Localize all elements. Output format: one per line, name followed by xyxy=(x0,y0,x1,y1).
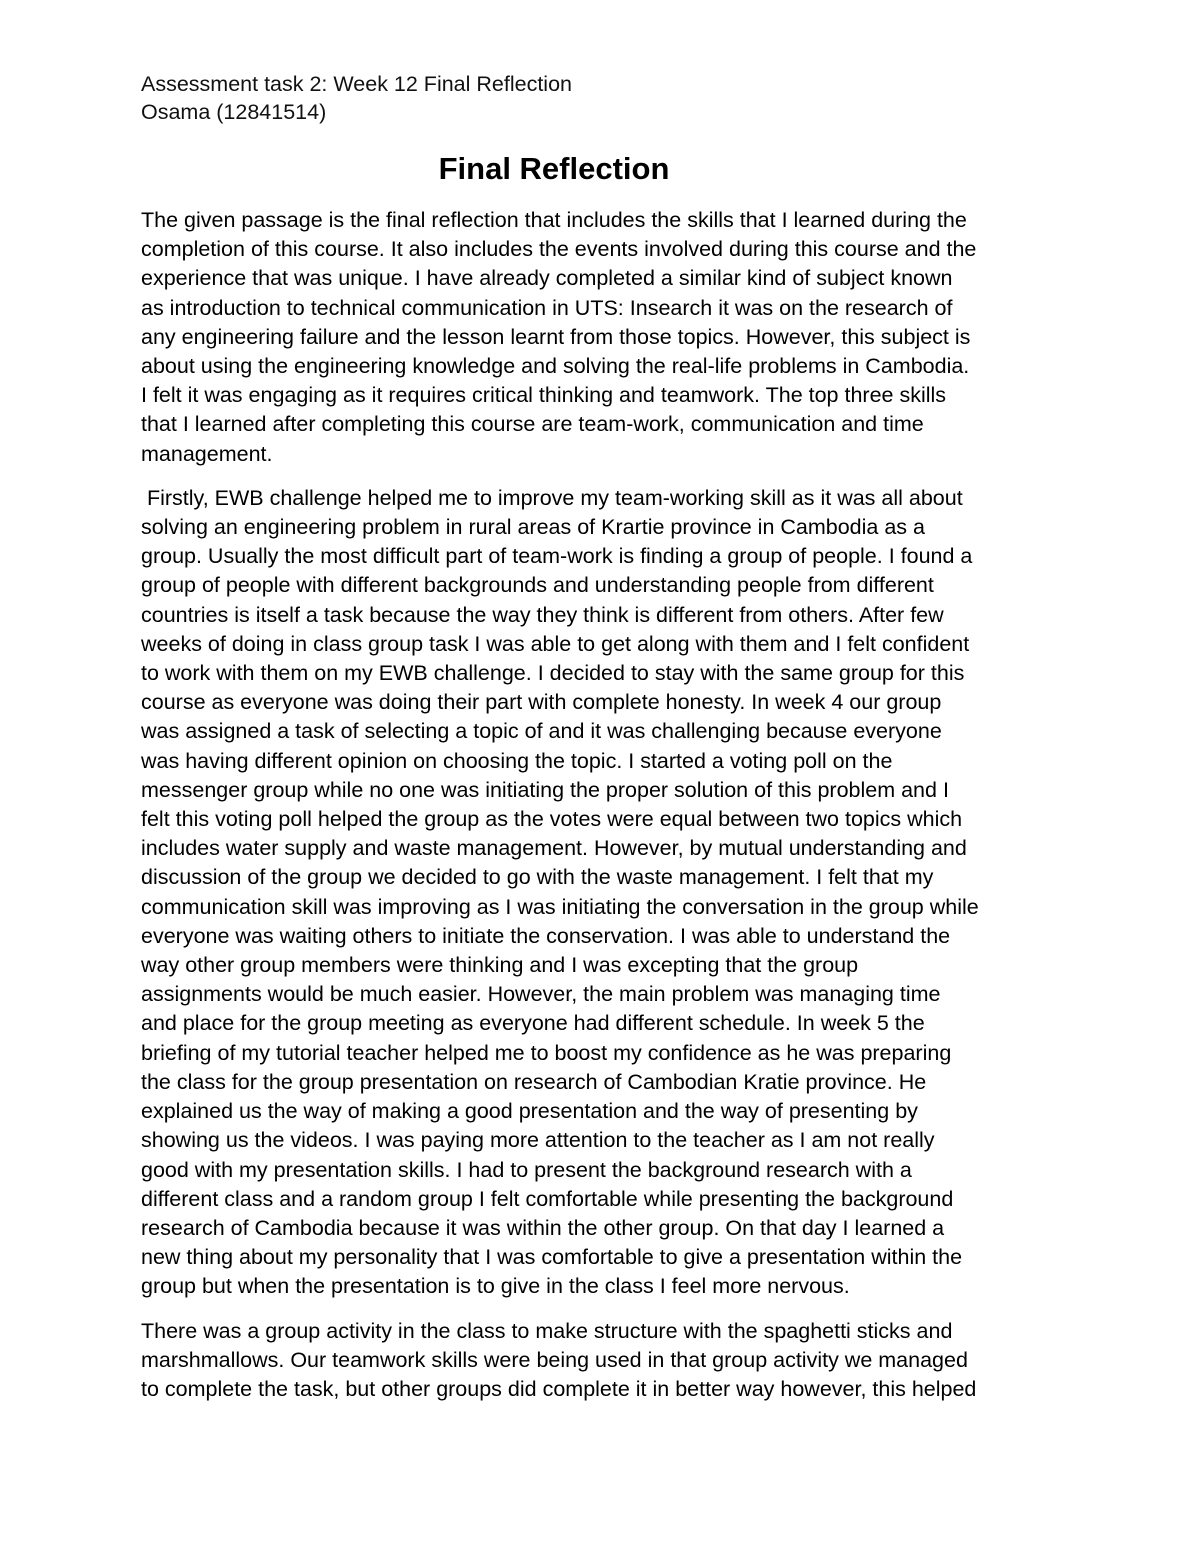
page-title: Final Reflection xyxy=(438,151,670,186)
document-page xyxy=(141,70,1071,1419)
assessment-heading: Assessment task 2: Week 12 Final Reflection xyxy=(141,72,572,96)
text-line: course as everyone was doing their part with complete honesty. In week 4 our group xyxy=(141,690,942,715)
text-line: was having different opinion on choosing the topic. I started a voting poll on the xyxy=(141,748,893,773)
text-line: way other group members were thinking and I was excepting that the group xyxy=(141,953,859,978)
text-line: countries is itself a task because the way they think is different from others. After few xyxy=(141,602,944,627)
text-line: that I learned after completing this course are team-work, communication and time xyxy=(141,412,924,437)
text-line: felt this voting poll helped the group as the votes were equal between two topics which xyxy=(141,807,963,832)
text-line: as introduction to technical communication in UTS: Insearch it was on the research of xyxy=(141,295,953,320)
text-line: explained us the way of making a good presentation and the way of presenting by xyxy=(141,1099,918,1124)
text-line: showing us the videos. I was paying more attention to the teacher as I am not really xyxy=(141,1128,935,1153)
text-line: Firstly, EWB challenge helped me to improve my team-working skill as it was all about xyxy=(141,485,963,510)
text-line: new thing about my personality that I was comfortable to give a presentation within the xyxy=(141,1245,963,1270)
text-line: the class for the group presentation on research of Cambodian Kratie province. He xyxy=(141,1069,927,1094)
text-line: group. Usually the most difficult part of team-work is finding a group of people. I found a xyxy=(141,544,973,569)
text-line: to work with them on my EWB challenge. I decided to stay with the same group for this xyxy=(141,661,965,686)
text-line: research of Cambodia because it was within the other group. On that day I learned a xyxy=(141,1215,945,1240)
text-line: about using the engineering knowledge and solving the real-life problems in Cambodia. xyxy=(141,354,970,379)
text-line: briefing of my tutorial teacher helped me to boost my confidence as he was preparing xyxy=(141,1040,952,1065)
paragraph xyxy=(141,484,1071,1302)
text-line: good with my presentation skills. I had to present the background research with a xyxy=(141,1157,912,1182)
paragraph xyxy=(141,206,1071,469)
text-line: includes water supply and waste management. However, by mutual understanding and xyxy=(141,836,967,861)
text-line: marshmallows. Our teamwork skills were being used in that group activity we managed xyxy=(141,1347,968,1372)
text-line: messenger group while no one was initiating the proper solution of this problem and I xyxy=(141,777,949,802)
text-line: I felt it was engaging as it requires critical thinking and teamwork. The top three skills xyxy=(141,383,947,408)
text-line: solving an engineering problem in rural areas of Krartie province in Cambodia as a xyxy=(141,515,925,540)
text-line: to complete the task, but other groups did complete it in better way however, this helped xyxy=(141,1376,977,1401)
text-line: There was a group activity in the class to make structure with the spaghetti sticks and xyxy=(141,1318,953,1343)
text-line: The given passage is the final reflection that includes the skills that I learned during the xyxy=(141,208,967,232)
author-line: Osama (12841514) xyxy=(141,100,327,124)
text-line: communication skill was improving as I was initiating the conversation in the group while xyxy=(141,894,979,919)
text-line: discussion of the group we decided to go with the waste management. I felt that my xyxy=(141,865,934,890)
text-line: different class and a random group I felt comfortable while presenting the background xyxy=(141,1186,954,1211)
text-line: group but when the presentation is to give in the class I feel more nervous. xyxy=(141,1274,850,1299)
body-text xyxy=(141,206,1071,1404)
text-line: completion of this course. It also includes the events involved during this course and the xyxy=(141,237,977,262)
text-line: management. xyxy=(141,441,273,466)
text-line: experience that was unique. I have already completed a similar kind of subject known xyxy=(141,266,953,291)
text-line: weeks of doing in class group task I was able to get along with them and I felt confident xyxy=(141,631,970,656)
text-line: everyone was waiting others to initiate the conservation. I was able to understand the xyxy=(141,923,951,948)
text-line: assignments would be much easier. However, the main problem was managing time xyxy=(141,982,941,1007)
text-line: and place for the group meeting as everyone had different schedule. In week 5 the xyxy=(141,1011,925,1036)
text-line: any engineering failure and the lesson learnt from those topics. However, this subject is xyxy=(141,324,971,349)
paragraph xyxy=(141,1317,1071,1405)
text-line: was assigned a task of selecting a topic of and it was challenging because everyone xyxy=(141,719,942,744)
text-line: group of people with different backgrounds and understanding people from different xyxy=(141,573,934,598)
